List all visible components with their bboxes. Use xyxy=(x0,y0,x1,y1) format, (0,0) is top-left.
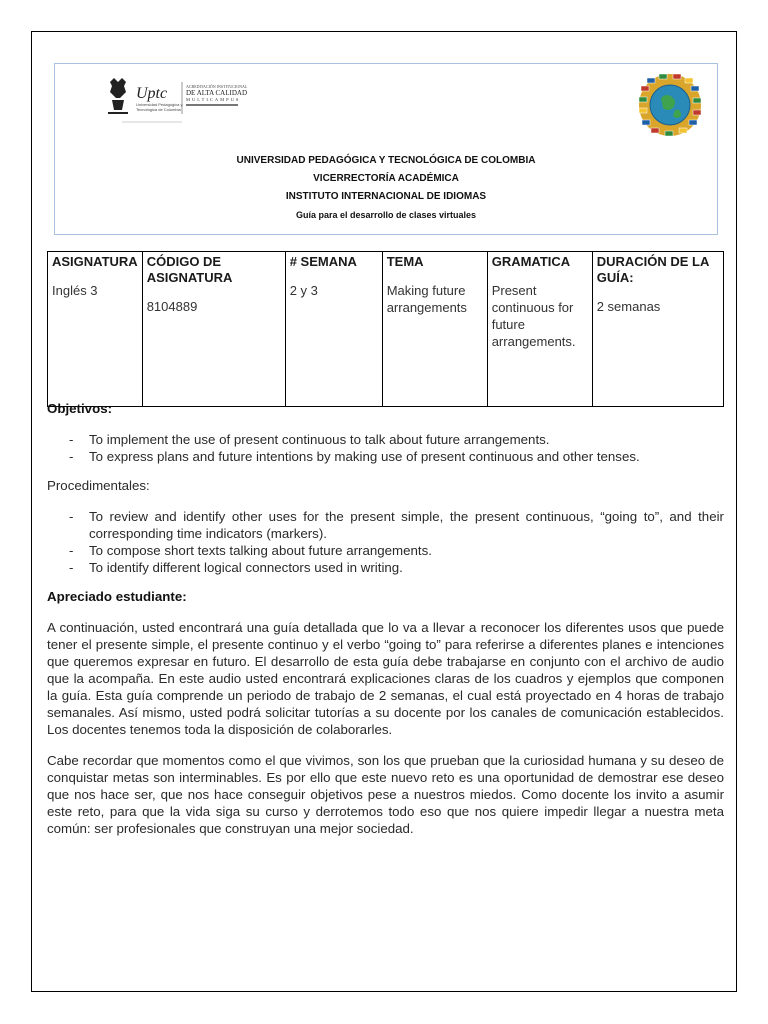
column-header: CÓDIGO DE ASIGNATURA xyxy=(146,254,233,285)
table-row xyxy=(48,252,724,407)
svg-text:DE ALTA CALIDAD: DE ALTA CALIDAD xyxy=(186,89,248,97)
svg-text:MULTICAMPUS: MULTICAMPUS xyxy=(186,97,241,102)
column-value: Inglés 3 xyxy=(52,283,98,298)
objetivos-list xyxy=(47,431,724,465)
svg-text:ACREDITACIÓN INSTITUCIONAL: ACREDITACIÓN INSTITUCIONAL xyxy=(186,84,248,89)
crest-icon xyxy=(108,78,128,114)
table-cell-asignatura xyxy=(48,252,143,407)
procedimentales-list xyxy=(47,508,724,576)
column-value: 8104889 xyxy=(146,299,198,314)
table-cell-gramatica xyxy=(487,252,592,407)
column-value: 2 y 3 xyxy=(289,283,318,298)
document-body xyxy=(47,400,724,837)
document-page xyxy=(31,31,737,992)
closing-paragraph: Cabe recordar que momentos como el que vivimos, son los que prueban que la curiosidad humana y su deseo de conquistar metas son interminables. Es por ello que este nuevo reto es una oportunidad de demostrar ese deseo que nos hace ser, que nos hace conseguir objetivos pese a nuestros miedos. Como docente los invito a asumir este reto, para que la vida siga su curso y derrotemos todo eso que nos quiere impedir llegar a nuestra meta común: ser profesionales que construyan una mejor sociedad. xyxy=(47,753,724,836)
guide-title: Guía para el desarrollo de clases virtuales xyxy=(295,210,477,220)
column-value: Making future arrangements xyxy=(386,283,467,315)
globe-seal-icon xyxy=(637,72,703,138)
column-header: TEMA xyxy=(386,254,424,269)
list-item: - To implement the use of present continuous to talk about future arrangements. xyxy=(47,431,724,448)
column-header: DURACIÓN DE LA GUÍA: xyxy=(596,254,709,285)
procedimentales-heading: Procedimentales: xyxy=(47,478,150,493)
list-item: - To identify different logical connectors used in writing. xyxy=(47,559,724,576)
university-name: UNIVERSIDAD PEDAGÓGICA Y TECNOLÓGICA DE COLOMBIA xyxy=(236,155,536,166)
table-cell-semana xyxy=(285,252,382,407)
list-item: - To review and identify other uses for the present simple, the present continuous, “going to”, and their corresponding time indicators (markers). xyxy=(47,508,724,542)
svg-text:Tecnológica de Colombia: Tecnológica de Colombia xyxy=(136,107,181,112)
svg-text:Universidad Pedagógica y: Universidad Pedagógica y xyxy=(136,102,183,107)
logo-brand: Uptc xyxy=(136,85,168,102)
intro-paragraph: A continuación, usted encontrará una guía detallada que lo va a llevar a reconocer los diferentes usos que puede tener el presente simple, el presente continuo y el verbo “going to” para referirse a diferentes planes e intenciones que queremos expresar en futuro. El desarrollo de esta guía debe trabajarse en conjunto con el archivo de audio que la acompaña. En este audio usted encontrará explicaciones claras de los cuadros y ejemplos que componen la guía. Esta guía comprende un periodo de trabajo de 2 semanas, el cual está proyectado en 4 horas de trabajo semanales. Así mismo, usted podrá solicitar tutorías a su docente por los canales de comunicación establecidos. Los docentes tenemos toda la disposición de colaborarles. xyxy=(47,620,724,737)
apreciado-heading: Apreciado estudiante: xyxy=(47,589,187,604)
table-cell-codigo xyxy=(142,252,285,407)
table-cell-tema xyxy=(382,252,487,407)
column-header: GRAMATICA xyxy=(491,254,571,269)
table-cell-duracion xyxy=(592,252,723,407)
objetivos-heading: Objetivos: xyxy=(47,401,113,416)
uptc-logo xyxy=(102,76,272,128)
header-titles xyxy=(55,152,717,224)
list-item: - To express plans and future intentions by making use of present continuous and other tenses. xyxy=(47,448,724,465)
column-value: Present continuous for future arrangements. xyxy=(491,283,576,349)
vicerrectoria-line: VICERRECTORÍA ACADÉMICA xyxy=(313,173,459,184)
institute-line: INSTITUTO INTERNACIONAL DE IDIOMAS xyxy=(285,191,487,202)
column-header: # SEMANA xyxy=(289,254,357,269)
list-item: - To compose short texts talking about future arrangements. xyxy=(47,542,724,559)
course-info-table xyxy=(47,251,724,407)
document-header xyxy=(54,63,718,235)
column-value: 2 semanas xyxy=(596,299,661,314)
column-header: ASIGNATURA xyxy=(52,254,138,269)
